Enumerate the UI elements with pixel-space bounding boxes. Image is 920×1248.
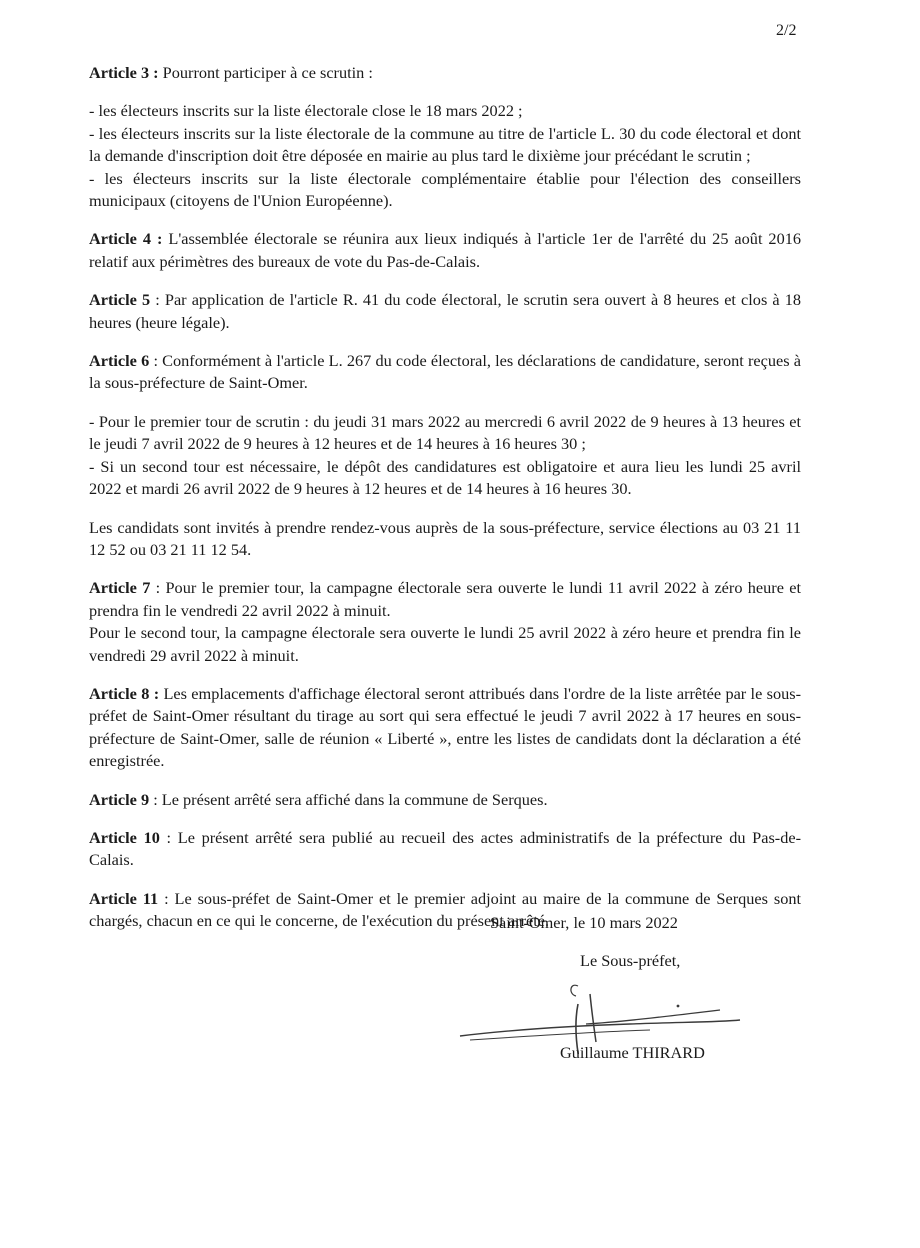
article-text: L'assemblée électorale se réunira aux lieux indiqués à l'article 1er de l'arrêté du 25 août 2016 relatif aux périmètres des bureaux de vote du Pas-de-Calais. bbox=[89, 229, 801, 271]
list-item: - Si un second tour est nécessaire, le dépôt des candidatures est obligatoire et aura lieu les lundi 25 avril 2022 et mardi 26 avril 2022 de 9 heures à 12 heures et de 14 heures à 16 heures 30. bbox=[89, 456, 801, 499]
page-number: 2/2 bbox=[776, 22, 797, 39]
article-label: Article 5 bbox=[89, 290, 151, 310]
signatory-name: Guillaume THIRARD bbox=[560, 1043, 705, 1062]
article-label: Article 11 bbox=[89, 888, 159, 908]
article-5 bbox=[89, 289, 801, 334]
article-paragraph bbox=[89, 827, 801, 872]
article-8 bbox=[89, 683, 801, 773]
article-label: Article 4 : bbox=[89, 229, 163, 249]
signature-place-date: Saint-Omer, le 10 mars 2022 bbox=[490, 913, 678, 932]
article-label: Article 7 bbox=[89, 578, 151, 598]
candidacy-schedule bbox=[89, 411, 801, 501]
signature-block bbox=[450, 912, 770, 1072]
article-7 bbox=[89, 577, 801, 667]
article-text: : Pour le premier tour, la campagne électorale sera ouverte le lundi 11 avril 2022 à zéro heure et prendra fin le vendredi 22 avril 2022 à minuit. bbox=[89, 578, 801, 620]
handwritten-signature bbox=[450, 964, 750, 1054]
article-text: : Le présent arrêté sera affiché dans la commune de Serques. bbox=[149, 789, 548, 809]
appointment-notice bbox=[89, 517, 801, 562]
article-label: Article 6 bbox=[89, 351, 150, 371]
list-item: - Pour le premier tour de scrutin : du jeudi 31 mars 2022 au mercredi 6 avril 2022 de 9 heures à 13 heures et le jeudi 7 avril 2022 de 9 heures à 12 heures et de 14 heures à 16 heures 30 ; bbox=[89, 411, 801, 454]
signatory-title: Le Sous-préfet, bbox=[580, 951, 681, 970]
article-text: Pourront participer à ce scrutin : bbox=[158, 63, 373, 82]
voter-list bbox=[89, 100, 801, 212]
article-paragraph bbox=[89, 789, 801, 811]
article-paragraph bbox=[89, 577, 801, 622]
article-text: : Le sous-préfet de Saint-Omer et le premier adjoint au maire de la commune de Serques sont chargés, chacun en ce qui le concerne, de l'exécution du présent arrêté. bbox=[89, 888, 802, 931]
article-3 bbox=[89, 62, 801, 84]
list-item: - les électeurs inscrits sur la liste électorale de la commune au titre de l'article L. 30 du code électoral et dont la demande d'inscription doit être déposée en mairie au plus tard le dixième jour précédant le scrutin ; bbox=[89, 123, 801, 166]
article-text: Pour le second tour, la campagne électorale sera ouverte le lundi 25 avril 2022 à zéro heure et prendra fin le vendredi 29 avril 2022 à minuit. bbox=[89, 623, 801, 665]
article-paragraph bbox=[89, 62, 801, 84]
article-text: Les emplacements d'affichage électoral seront attribués dans l'ordre de la liste arrêtée par le sous-préfet de Saint-Omer résultant du tirage au sort qui sera effectué le jeudi 7 avril 2022 à 17 heures en sous-préfecture de Saint-Omer, salle de réunion « Liberté », entre les listes de candidats dont la déclaration a été enregistrée. bbox=[89, 683, 802, 771]
article-label: Article 10 bbox=[89, 827, 160, 847]
article-label: Article 3 : bbox=[89, 63, 159, 82]
article-label: Article 8 : bbox=[89, 683, 160, 703]
article-10 bbox=[89, 827, 801, 872]
article-text: : Par application de l'article R. 41 du code électoral, le scrutin sera ouvert à 8 heures et clos à 18 heures (heure légale). bbox=[89, 290, 801, 332]
article-label: Article 9 bbox=[89, 789, 150, 809]
document-body bbox=[89, 62, 801, 949]
article-text: Les candidats sont invités à prendre rendez-vous auprès de la sous-préfecture, service élections au 03 21 11 12 52 ou 03 21 11 12 54. bbox=[89, 517, 801, 559]
article-4 bbox=[89, 228, 801, 273]
article-text: : Conformément à l'article L. 267 du code électoral, les déclarations de candidature, seront reçues à la sous-préfecture de Saint-Omer. bbox=[89, 351, 802, 393]
article-9 bbox=[89, 789, 801, 811]
list-item: - les électeurs inscrits sur la liste électorale complémentaire établie pour l'élection des conseillers municipaux (citoyens de l'Union Européenne). bbox=[89, 168, 801, 211]
article-text: : Le présent arrêté sera publié au recueil des actes administratifs de la préfecture du Pas-de-Calais. bbox=[89, 827, 801, 870]
article-paragraph bbox=[89, 289, 801, 334]
article-paragraph bbox=[89, 683, 801, 773]
article-6 bbox=[89, 350, 801, 395]
list-item: - les électeurs inscrits sur la liste électorale close le 18 mars 2022 ; bbox=[89, 101, 523, 121]
article-paragraph bbox=[89, 350, 801, 395]
article-paragraph bbox=[89, 228, 801, 273]
